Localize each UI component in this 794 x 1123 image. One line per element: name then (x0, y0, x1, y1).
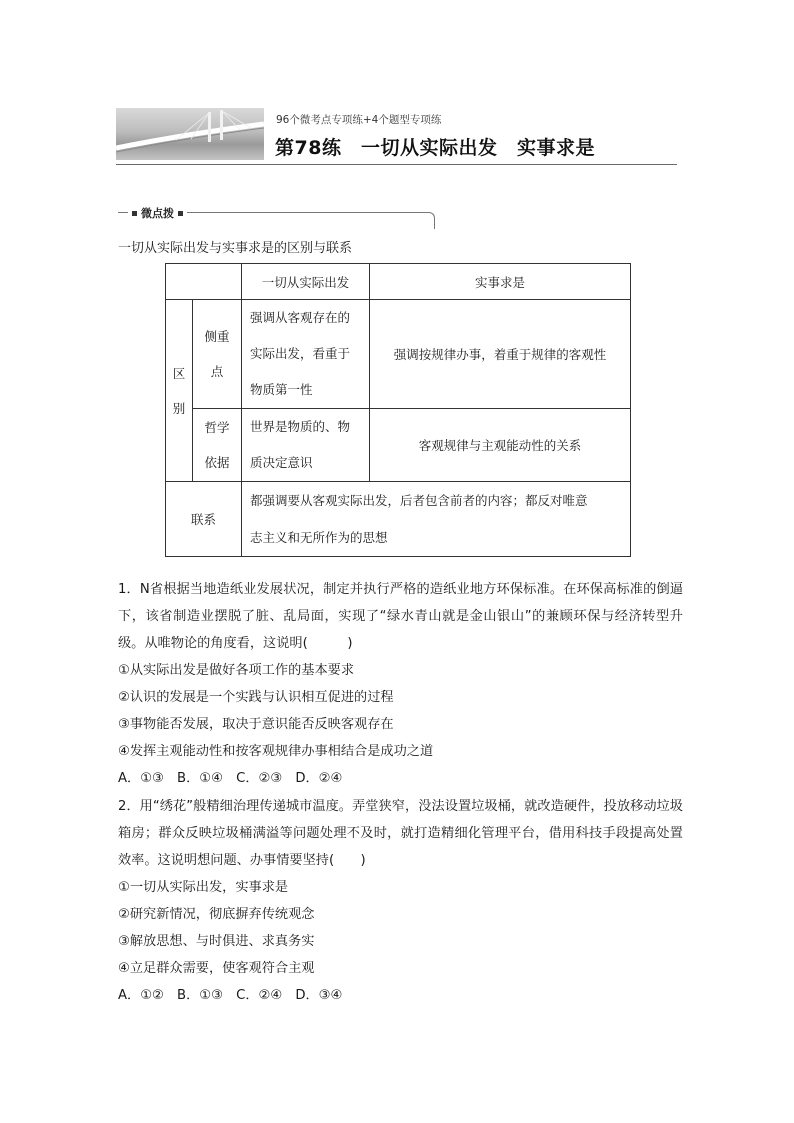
question-stem: 2．用“绣花”般精细治理传递城市温度。弄堂狭窄，没法设置垃圾桶，就改造硬件，投放移动垃圾箱房；群众反映垃圾桶满溢等问题处理不及时，就打造精细化管理平台，借用科技手段提高处置效率。这说明想问题、办事情要坚持( ) (118, 799, 683, 868)
question-2 (118, 793, 683, 1009)
table-cell: 都强调要从客观实际出发，后者包含前者的内容；都反对唯意 志主义和无所作为的思想 (242, 482, 631, 557)
table-row (166, 482, 631, 557)
table-cell: 强调从客观存在的 实际出发，看重于 物质第一性 (242, 300, 370, 409)
statement-item: ④立足群众需要，使客观符合主观 (118, 961, 315, 976)
group-label-distinction: 区 别 (166, 300, 193, 482)
series-subtitle: 96个微考点专项练+4个题型专项练 (276, 114, 442, 126)
statement-item: ③解放思想、与时俱进、求真务实 (118, 934, 315, 949)
row-label: 哲学 依据 (193, 409, 242, 482)
statement-item: ①一切从实际出发，实事求是 (118, 880, 289, 895)
tip-label-text: 微点拨 (141, 207, 174, 220)
table-cell: 客观规律与主观能动性的关系 (370, 409, 631, 482)
answer-choices: A．①② B．①③ C．②④ D．③④ (118, 988, 343, 1003)
page-title: 第78练 一切从实际出发 实事求是 (275, 137, 595, 159)
square-bullet-icon (178, 211, 183, 216)
statement-item: ②认识的发展是一个实践与认识相互促进的过程 (118, 690, 394, 705)
question-stem: 1．N省根据当地造纸业发展状况，制定并执行严格的造纸业地方环保标准。在环保高标准的倒逼下，该省制造业摆脱了脏、乱局面，实现了“绿水青山就是金山银山”的兼顾环保与经济转型升级。从唯物论的角度看，这说明( ) (118, 582, 683, 651)
table-row (166, 409, 631, 482)
statement-item: ③事物能否发展，取决于意识能否反映客观存在 (118, 717, 394, 732)
answer-choices: A．①③ B．①④ C．②③ D．②④ (118, 771, 343, 786)
table-row (166, 300, 631, 409)
bridge-photo (116, 108, 264, 160)
table-cell: 世界是物质的、物 质决定意识 (242, 409, 370, 482)
question-1 (118, 576, 683, 792)
row-label: 侧重 点 (193, 300, 242, 409)
tip-heading (128, 205, 187, 221)
bridge-icon (116, 108, 264, 160)
tip-intro: 一切从实际出发与实事求是的区别与联系 (118, 241, 353, 256)
statement-item: ①从实际出发是做好各项工作的基本要求 (118, 663, 355, 678)
table-cell: 强调按规律办事，着重于规律的客观性 (370, 300, 631, 409)
row-label: 联系 (166, 482, 242, 557)
square-bullet-icon (132, 211, 137, 216)
table-header-row (166, 264, 631, 300)
col-header: 一切从实际出发 (242, 264, 370, 300)
header-divider (116, 164, 677, 165)
comparison-table (165, 263, 631, 557)
table-corner-cell (166, 264, 242, 300)
statement-item: ②研究新情况，彻底摒弃传统观念 (118, 907, 315, 922)
col-header: 实事求是 (370, 264, 631, 300)
statement-item: ④发挥主观能动性和按客观规律办事相结合是成功之道 (118, 744, 434, 759)
